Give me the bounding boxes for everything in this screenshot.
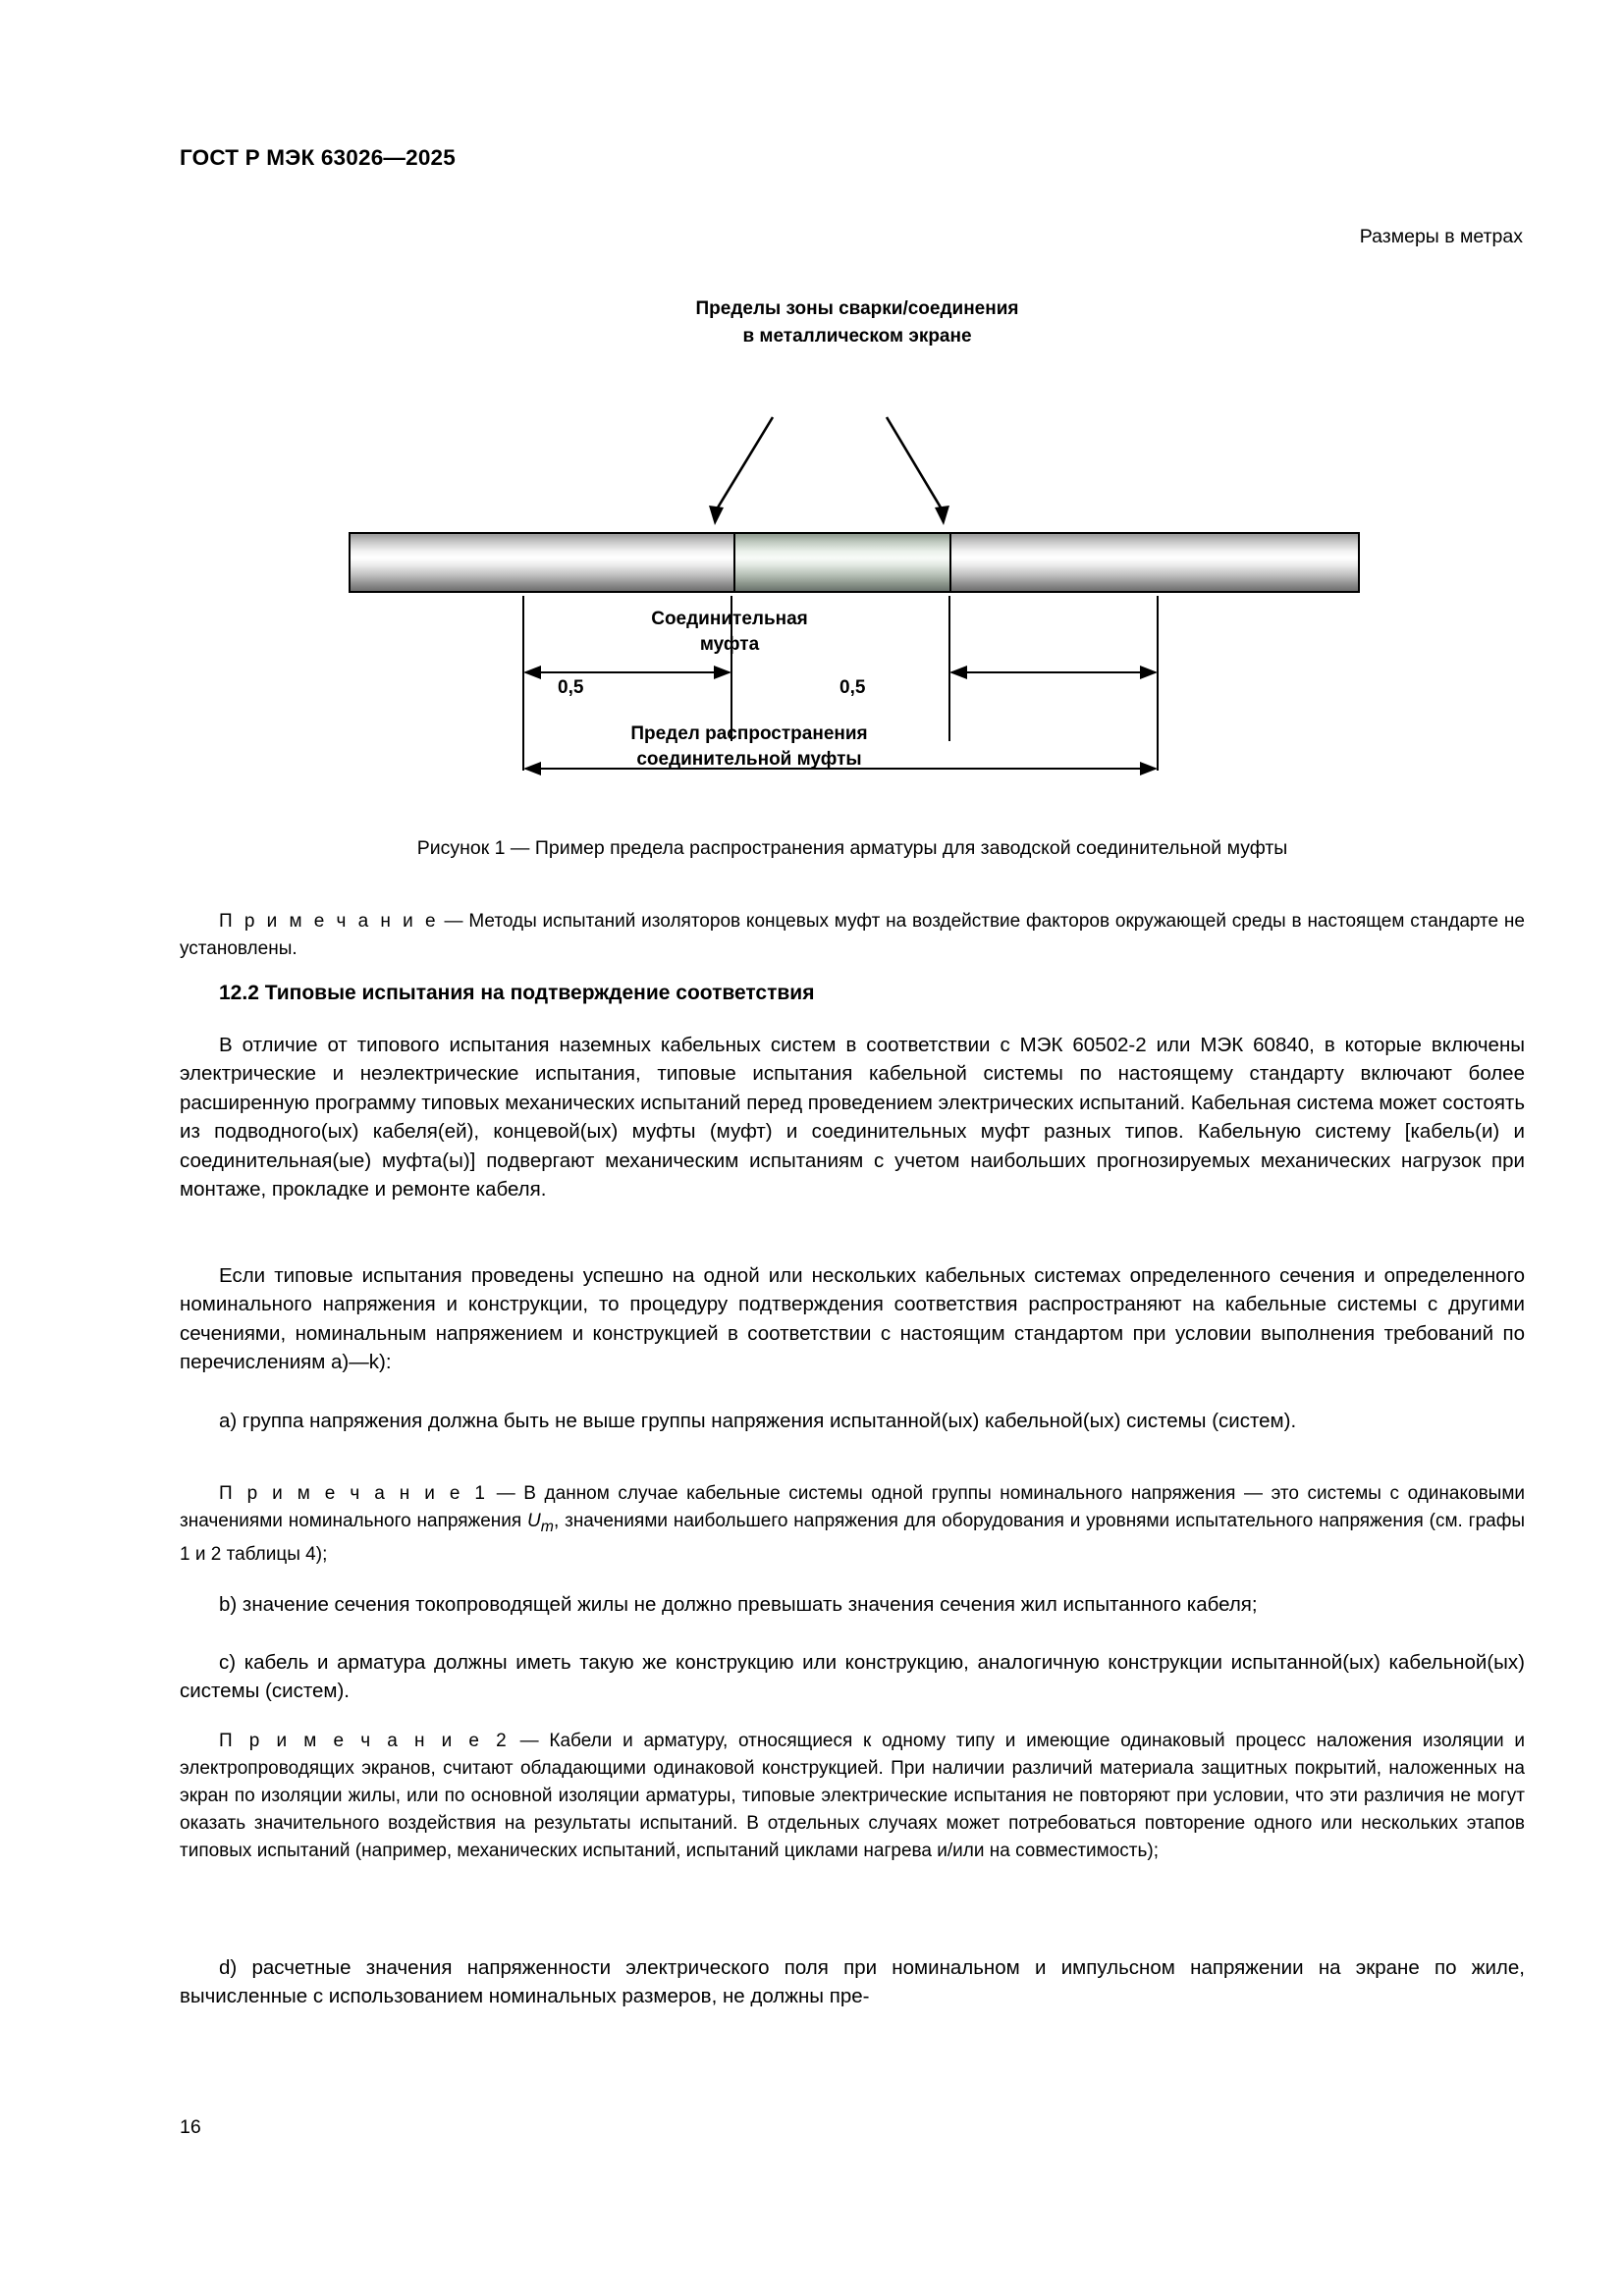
dimension-right-value: 0,5	[839, 677, 866, 698]
note-figure-text: — Методы испытаний изоляторов концевых муфт на воздействие факторов окружающей среды в настоящем стандарте не установлены.	[180, 911, 1525, 959]
page-header: ГОСТ Р МЭК 63026—2025	[180, 145, 456, 170]
heading-12-2: 12.2 Типовые испытания на подтверждение соответствия	[219, 982, 815, 1004]
list-item-d: d) расчетные значения напряженности электрического поля при номинальном и импульсном напряжении на экране по жиле, вычисленные с использованием номинальных размеров, не должны пре-	[180, 1956, 1525, 2008]
note-1-text-before: — В данном случае кабельные системы одной группы номинального напряжения — это системы с одинаковыми значениями номинального напряжения	[180, 1483, 1525, 1531]
figure-1	[180, 280, 1525, 820]
joint-section	[733, 534, 951, 591]
note-2	[180, 1728, 1525, 1865]
note-1-symbol: U	[527, 1511, 541, 1531]
note-1-symbol-subscript: m	[540, 1518, 554, 1535]
units-note: Размеры в метрах	[1359, 226, 1523, 247]
dimension-left-value: 0,5	[558, 677, 584, 698]
list-item-c: c) кабель и арматура должны иметь такую же конструкцию или конструкцию, аналогичную конструкции испытанной(ых) кабельной(ых) системы (систем).	[180, 1651, 1525, 1703]
paragraph-2: Если типовые испытания проведены успешно на одной или нескольких кабельных системах определенного сечения и определенного номинального напряжения и конструкции, то процедуру подтверждения соответствия распространяют на кабельные системы с другими сечениями, номинальным напряжением и конструкцией в соответствии с настоящим стандартом при условии выполнения требований по перечислениям a)—k):	[180, 1264, 1525, 1374]
figure-caption: Рисунок 1 — Пример предела распространения арматуры для заводской соединительной муфты	[416, 837, 1288, 859]
paragraph-1: В отличие от типового испытания наземных кабельных систем в соответствии с МЭК 60502-2 или МЭК 60840, в которые включены электрические и неэлектрические испытания, типовые испытания кабельной системы по настоящему стандарту включают более расширенную программу типовых механических испытаний перед проведением электрических испытаний. Кабельная система может состоять из подводного(ых) кабеля(ей), концевой(ых) муфты (муфт) и соединительных муфт разных типов. Кабельную систему [кабель(и) и соединительная(ые) муфта(ы)] подвергают механическим испытаниям с учетом наибольших прогнозируемых механических нагрузок при монтаже, прокладке и ремонте кабеля.	[180, 1034, 1525, 1201]
joint-label	[568, 607, 892, 658]
note-1	[180, 1480, 1525, 1569]
list-item-b: b) значение сечения токопроводящей жилы не должно превышать значения сечения жил испытанного кабеля;	[219, 1593, 1258, 1616]
note-figure	[180, 908, 1525, 963]
note-2-text: — Кабели и арматуру, относящиеся к одному типу и имеющие одинаковый процесс наложения изоляции и электропроводящих экранов, считают обладающими одинаковой конструкцией. При наличии различий материала защитных покрытий, наложенных на экран по изоляции жилы, или по основной изоляции арматуры, типовые электрические испытания не повторяют при условии, что эти различия не могут оказать значительного воздействия на результаты испытаний. В отдельных случаях может потребоваться повторение одного или нескольких этапов типовых испытаний (например, механических испытаний, испытаний циклами нагрева и/или на совместимость);	[180, 1731, 1525, 1861]
page-number: 16	[180, 2116, 201, 2138]
span-label	[523, 721, 975, 773]
joint-label-line2: муфта	[699, 634, 760, 655]
joint-label-line1: Соединительная	[651, 609, 808, 629]
span-label-line1: Предел распространения	[630, 723, 868, 744]
note-label: П р и м е ч а н и е	[219, 911, 439, 932]
note-1-label: П р и м е ч а н и е 1	[219, 1483, 489, 1504]
list-item-a: a) группа напряжения должна быть не выше группы напряжения испытанной(ых) кабельной(ых) системы (систем).	[219, 1410, 1297, 1432]
figure-top-label-line2: в металлическом экране	[742, 326, 972, 347]
cable-illustration	[349, 532, 1360, 593]
span-label-line2: соединительной муфты	[636, 749, 862, 770]
note-1-text-after: , значениями наибольшего напряжения для оборудования и уровнями испытательного напряжения (см. графы 1 и 2 таблицы 4);	[180, 1511, 1525, 1565]
note-2-label: П р и м е ч а н и е 2	[219, 1731, 510, 1751]
figure-top-label-line1: Пределы зоны сварки/соединения	[695, 298, 1019, 319]
